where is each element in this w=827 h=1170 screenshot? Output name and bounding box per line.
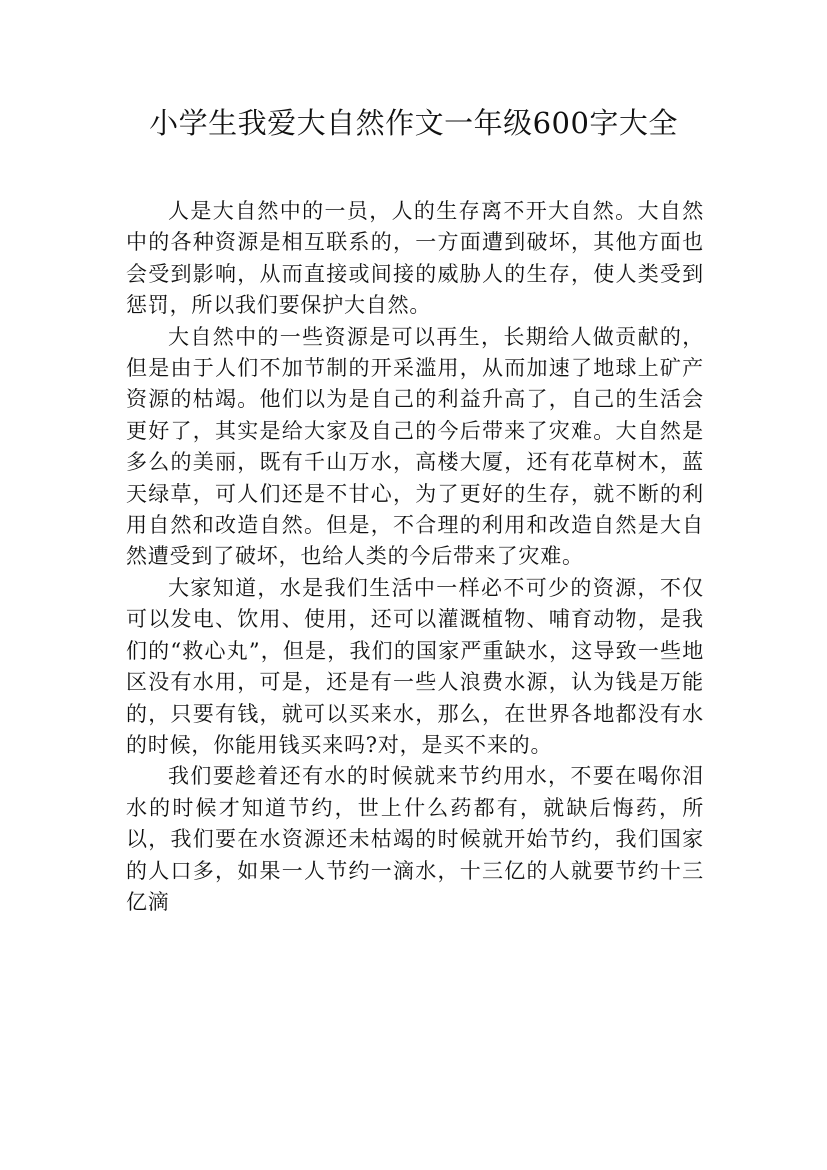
paragraph-4: 我们要趁着还有水的时候就来节约用水，不要在喝你泪水的时候才知道节约，世上什么药都有，就缺后悔药，所以，我们要在水资源还未枯竭的时候就开始节约，我们国家的人口多，如果一人节约一滴水，十三亿的人就要节约十三亿滴 — [126, 764, 704, 914]
paragraph-2: 大自然中的一些资源是可以再生，长期给人做贡献的，但是由于人们不加节制的开采滥用，从而加速了地球上矿产资源的枯竭。他们以为是自己的利益升高了，自己的生活会更好了，其实是给大家及自己的今后带来了灾难。大自然是多么的美丽，既有千山万水，高楼大厦，还有花草树木，蓝天绿草，可人们还是不甘心，为了更好的生存，就不断的利用自然和改造自然。但是，不合理的利用和改造自然是大自然遭受到了破坏，也给人类的今后带来了灾难。 — [126, 324, 704, 569]
paragraph-1: 人是大自然中的一员，人的生存离不开大自然。大自然中的各种资源是相互联系的，一方面遭到破坏，其他方面也会受到影响，从而直接或间接的威胁人的生存，使人类受到惩罚，所以我们要保护大自然。 — [126, 199, 704, 318]
document-body — [126, 196, 704, 918]
document-title: 小学生我爱大自然作文一年级600字大全 — [149, 106, 678, 140]
paragraph-3: 大家知道，水是我们生活中一样必不可少的资源，不仅可以发电、饮用、使用，还可以灌溉植物、哺育动物，是我们的“救心丸”，但是，我们的国家严重缺水，这导致一些地区没有水用，可是，还是有一些人浪费水源，认为钱是万能的，只要有钱，就可以买来水，那么，在世界各地都没有水的时候，你能用钱买来吗?对，是买不来的。 — [126, 575, 704, 757]
